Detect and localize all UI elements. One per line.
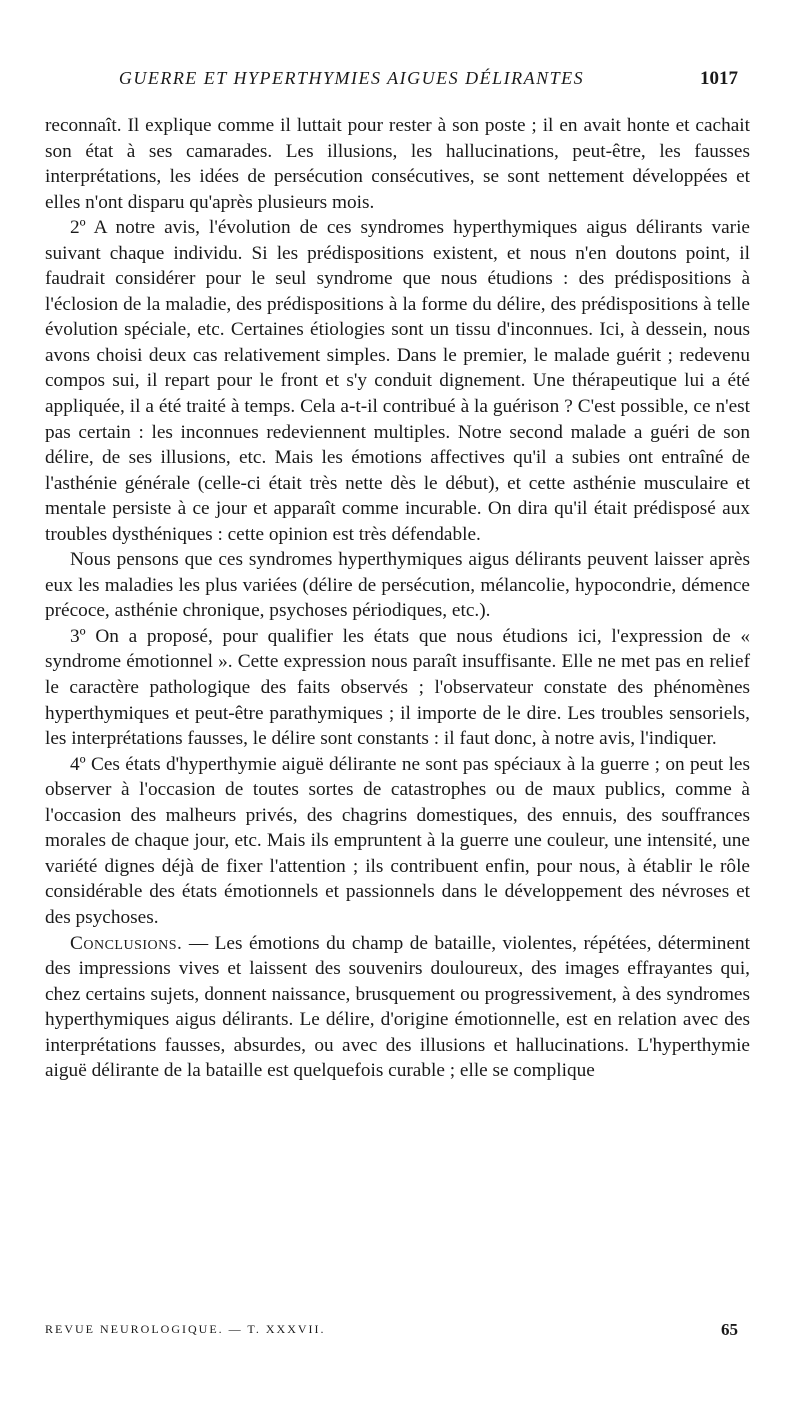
paragraph-continuation: reconnaît. Il explique comme il luttait pour rester à son poste ; il en avait honte et cachait son état à ses camarades. Les illusions, les hallucinations, peut-être, les fausses interprétations, les idées de persécution consécutives, se sont nettement développées et elles n'ont disparu qu'après plusieurs mois. [45,115,750,213]
paragraph-point-2: 2º A notre avis, l'évolution de ces syndromes hyperthymiques aigus délirants varie suivant chaque individu. Si les prédispositions existent, et nous n'en doutons point, il faudrait considérer pour le seul syndrome que nous étudions : des prédispositions à l'éclosion de la maladie, des prédispositions à la forme du délire, des prédispositions à telle évolution spéciale, etc. Certaines étiologies sont un tissu d'inconnues. Ici, à dessein, nous avons choisi deux cas relativement simples. Dans le premier, le malade guérit ; redevenu compos sui, il repart pour le front et s'y conduit dignement. Une thérapeutique lui a été appliquée, il a été traité à temps. Cela a-t-il contribué à la guérison ? C'est possible, ce n'est pas certain : les inconnues redeviennent multiples. Notre second malade a guéri de son délire, de ses illusions, etc. Mais les émotions affectives qu'il a subies ont entraîné de l'asthénie générale (celle-ci était très nette dès le début), et cette asthénie musculaire et mentale persiste à ce jour et apparaît comme incurable. On dira qu'il était prédisposé aux troubles dysthéniques : cette opinion est très défendable. [45,217,750,545]
running-title: GUERRE ET HYPERTHYMIES AIGUES DÉLIRANTES [118,68,585,88]
sheet-number: 65 [721,1320,738,1339]
page-footer [45,1320,750,1342]
conclusions-text: — Les émotions du champ de bataille, violentes, répétées, déterminent des impressions vives et laissent des souvenirs douloureux, des images effrayantes qui, chez certains sujets, donnent naissance, brusquement ou progressivement, à des syndromes hyperthymiques aigus délirants. Le délire, d'origine émotionnelle, est en relation avec des interprétations fausses, absurdes, ou avec des illusions et hallucinations. L'hyperthymie aiguë délirante de la bataille est quelquefois curable ; elle se complique [45,932,750,1082]
conclusions-label: Conclusions. [70,932,183,954]
paragraph-point-4: 4º Ces états d'hyperthymie aiguë délirante ne sont pas spéciaux à la guerre ; on peut les observer à l'occasion de toutes sortes de catastrophes ou de maux publics, comme à l'occasion des malheurs privés, des chagrins domestiques, des ennuis, des souffrances morales de chaque jour, etc. Mais ils empruntent à la guerre une couleur, une intensité, une variété dignes déjà de fixer l'attention ; ils contribuent enfin, pour nous, à établir le rôle considérable des états émotionnels et passionnels dans le développement des névroses et des psychoses. [45,753,750,928]
paragraph-syndromes: Nous pensons que ces syndromes hyperthymiques aigus délirants peuvent laisser après eux les maladies les plus variées (délire de persécution, mélancolie, hypocondrie, démence précoce, asthénie chronique, psychoses périodiques, etc.). [45,549,750,622]
page-header [45,68,738,96]
body-text [45,113,750,1084]
paragraph-conclusions [45,931,750,1084]
paragraph-point-3: 3º On a proposé, pour qualifier les états que nous étudions ici, l'expression de « syndrome émotionnel ». Cette expression nous paraît insuffisante. Elle ne met pas en relief le caractère pathologique des faits observés ; l'observateur constate des phénomènes hyperthymiques et peut-être parathymiques ; il importe de le dire. Les troubles sensoriels, les interprétations fausses, le délire sont constants : il faut donc, à notre avis, l'indiquer. [45,625,750,750]
journal-signature: REVUE NEUROLOGIQUE. — T. XXXVII. [45,1322,326,1336]
page-number: 1017 [700,68,738,89]
